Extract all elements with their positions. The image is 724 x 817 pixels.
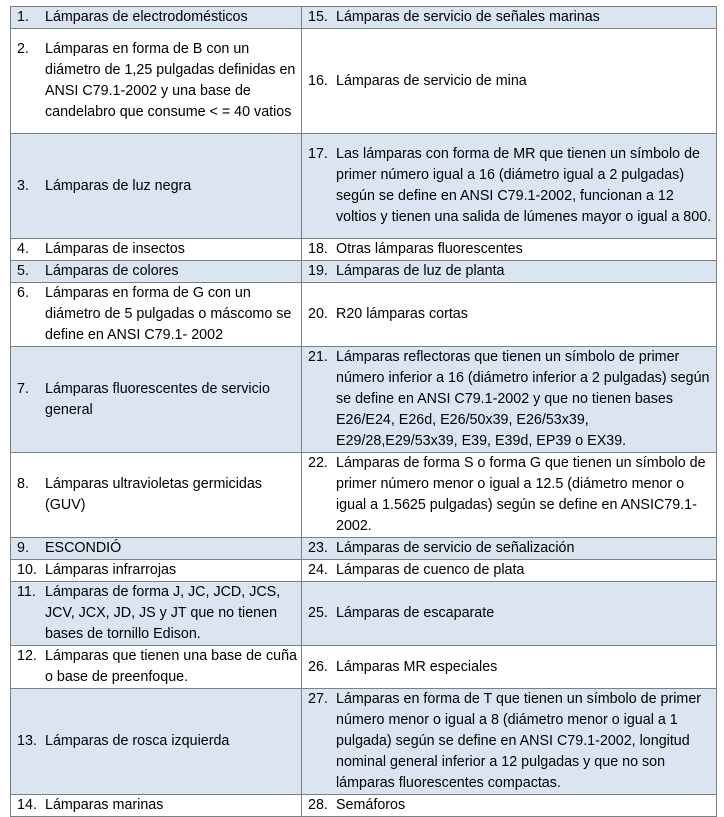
item-text: Las lámparas con forma de MR que tienen un símbolo de primer número igual a 16 (diámetro igual a 2 pulgadas) según se define en ANSI C79.1-2002, funcionan a 12 voltios y tienen una salida de lúmenes mayor o igual a 800. bbox=[336, 146, 712, 225]
list-item bbox=[302, 538, 716, 559]
left-cell bbox=[11, 283, 302, 347]
item-text: Lámparas de escaparate bbox=[336, 605, 495, 621]
list-item bbox=[11, 239, 301, 260]
item-text: Lámparas fluorescentes de servicio general bbox=[45, 380, 270, 418]
list-item bbox=[11, 379, 301, 421]
list-item bbox=[11, 176, 301, 197]
item-text: Lámparas de rosca izquierda bbox=[45, 733, 230, 749]
item-number: 19. bbox=[308, 263, 328, 279]
item-number: 25. bbox=[308, 605, 328, 621]
item-number: 27. bbox=[308, 691, 328, 707]
right-cell bbox=[302, 646, 717, 689]
right-cell bbox=[302, 261, 717, 283]
table-row bbox=[11, 689, 717, 795]
item-number: 13. bbox=[17, 733, 37, 749]
item-text: Lámparas de electrodomésticos bbox=[45, 9, 248, 25]
item-number: 20. bbox=[308, 306, 328, 322]
item-number: 17. bbox=[308, 146, 328, 162]
left-cell bbox=[11, 347, 302, 453]
item-number: 10. bbox=[17, 562, 37, 578]
list-item bbox=[11, 7, 301, 28]
item-number: 7. bbox=[17, 380, 29, 397]
list-item bbox=[11, 646, 301, 688]
list-item bbox=[302, 347, 716, 452]
item-text: Lámparas que tienen una base de cuña o base de preenfoque. bbox=[45, 648, 297, 685]
item-number: 22. bbox=[308, 455, 328, 471]
item-number: 24. bbox=[308, 562, 328, 578]
list-item bbox=[302, 239, 716, 260]
right-cell bbox=[302, 795, 717, 817]
item-text: Lámparas de servicio de señales marinas bbox=[336, 9, 600, 25]
item-text: Otras lámparas fluorescentes bbox=[336, 241, 523, 257]
item-number: 18. bbox=[308, 241, 328, 257]
table-row bbox=[11, 453, 717, 538]
list-item bbox=[11, 261, 301, 282]
item-text: Lámparas en forma de B con un diámetro de 1,25 pulgadas definidas en ANSI C79.1-2002 y una base de candelabro que consume < = 40 vatios bbox=[45, 41, 296, 120]
item-number: 9. bbox=[17, 540, 29, 556]
left-cell bbox=[11, 7, 302, 29]
table-row bbox=[11, 134, 717, 239]
list-item bbox=[11, 731, 301, 752]
item-number: 16. bbox=[308, 72, 328, 89]
item-text: ESCONDIÓ bbox=[45, 540, 122, 556]
item-text: Lámparas en forma de T que tienen un símbolo de primer número menor o igual a 8 (diámetro menor o igual a 1 pulgada) según se define en ANSI C79.1-2002, longitud nominal general inferior a 12 pulgadas y que no son lámparas fluorescentes compactas. bbox=[336, 691, 702, 791]
item-number: 26. bbox=[308, 658, 328, 675]
left-cell bbox=[11, 538, 302, 560]
item-text: Lámparas de servicio de señalización bbox=[336, 540, 575, 556]
item-number: 1. bbox=[17, 9, 29, 25]
left-cell bbox=[11, 582, 302, 646]
lamp-exemption-table bbox=[10, 6, 717, 817]
item-text: Lámparas en forma de G con un diámetro de 5 pulgadas o máscomo se define en ANSI C79.1- 2002 bbox=[45, 285, 292, 343]
item-number: 12. bbox=[17, 648, 37, 664]
right-cell bbox=[302, 283, 717, 347]
list-item bbox=[302, 71, 716, 92]
item-number: 3. bbox=[17, 177, 29, 194]
right-cell bbox=[302, 453, 717, 538]
list-item bbox=[302, 261, 716, 282]
list-item bbox=[302, 689, 716, 794]
item-text: R20 lámparas cortas bbox=[336, 306, 468, 322]
item-text: Lámparas de colores bbox=[45, 263, 179, 279]
list-item bbox=[11, 560, 301, 581]
item-text: Lámparas infrarrojas bbox=[45, 562, 177, 578]
item-number: 4. bbox=[17, 241, 29, 257]
right-cell bbox=[302, 582, 717, 646]
table-row bbox=[11, 646, 717, 689]
left-cell bbox=[11, 689, 302, 795]
list-item bbox=[302, 453, 716, 537]
list-item bbox=[302, 144, 716, 228]
item-number: 2. bbox=[17, 41, 29, 57]
list-item bbox=[11, 39, 301, 123]
item-text: Lámparas ultravioletas germicidas (GUV) bbox=[45, 476, 262, 513]
right-cell bbox=[302, 538, 717, 560]
table-row bbox=[11, 261, 717, 283]
table-row bbox=[11, 239, 717, 261]
list-item bbox=[11, 474, 301, 516]
item-text: Lámparas reflectoras que tienen un símbolo de primer número inferior a 16 (diámetro inferior a 2 pulgadas) según se define en ANSI C79.1-2002 y que no tienen bases E26/E24, E26d, E26/50x39, E26/53x39, E29/28,E29/53x39, E39, E39d, EP39 o EX39. bbox=[336, 349, 710, 449]
table-row bbox=[11, 347, 717, 453]
item-number: 23. bbox=[308, 540, 328, 556]
item-text: Semáforos bbox=[336, 797, 406, 813]
list-item bbox=[302, 603, 716, 624]
item-text: Lámparas de servicio de mina bbox=[336, 72, 527, 89]
table-row bbox=[11, 795, 717, 817]
item-text: Lámparas marinas bbox=[45, 797, 164, 813]
item-text: Lámparas de luz de planta bbox=[336, 263, 505, 279]
item-text: Lámparas de cuenco de plata bbox=[336, 562, 525, 578]
item-number: 5. bbox=[17, 263, 29, 279]
item-text: Lámparas de forma J, JC, JCD, JCS, JCV, JCX, JD, JS y JT que no tienen bases de tornillo Edison. bbox=[45, 584, 281, 642]
left-cell bbox=[11, 646, 302, 689]
item-number: 15. bbox=[308, 9, 328, 25]
list-item bbox=[11, 538, 301, 559]
left-cell bbox=[11, 453, 302, 538]
table-row bbox=[11, 582, 717, 646]
item-number: 8. bbox=[17, 476, 29, 492]
item-text: Lámparas de insectos bbox=[45, 241, 185, 257]
table-row bbox=[11, 283, 717, 347]
list-item bbox=[11, 283, 301, 346]
list-item bbox=[11, 582, 301, 645]
right-cell bbox=[302, 29, 717, 134]
table-row bbox=[11, 7, 717, 29]
list-item bbox=[302, 304, 716, 325]
table-row bbox=[11, 538, 717, 560]
right-cell bbox=[302, 134, 717, 239]
item-text: Lámparas de luz negra bbox=[45, 177, 192, 194]
item-number: 14. bbox=[17, 797, 37, 813]
item-number: 11. bbox=[17, 584, 36, 600]
table-row bbox=[11, 560, 717, 582]
left-cell bbox=[11, 560, 302, 582]
item-number: 6. bbox=[17, 285, 29, 301]
item-text: Lámparas de forma S o forma G que tienen un símbolo de primer número menor o igual a 12.5 (diámetro menor o igual a 1.5625 pulgadas) según se define en ANSIC79.1-2002. bbox=[336, 455, 706, 534]
right-cell bbox=[302, 560, 717, 582]
list-item bbox=[302, 7, 716, 28]
left-cell bbox=[11, 239, 302, 261]
list-item bbox=[302, 657, 716, 678]
table-row bbox=[11, 29, 717, 134]
left-cell bbox=[11, 134, 302, 239]
left-cell bbox=[11, 795, 302, 817]
left-cell bbox=[11, 261, 302, 283]
right-cell bbox=[302, 7, 717, 29]
list-item bbox=[302, 560, 716, 581]
item-number: 28. bbox=[308, 797, 328, 813]
right-cell bbox=[302, 689, 717, 795]
right-cell bbox=[302, 347, 717, 453]
item-text: Lámparas MR especiales bbox=[336, 658, 498, 675]
left-cell bbox=[11, 29, 302, 134]
right-cell bbox=[302, 239, 717, 261]
table-body bbox=[11, 7, 717, 817]
item-number: 21. bbox=[308, 349, 328, 365]
